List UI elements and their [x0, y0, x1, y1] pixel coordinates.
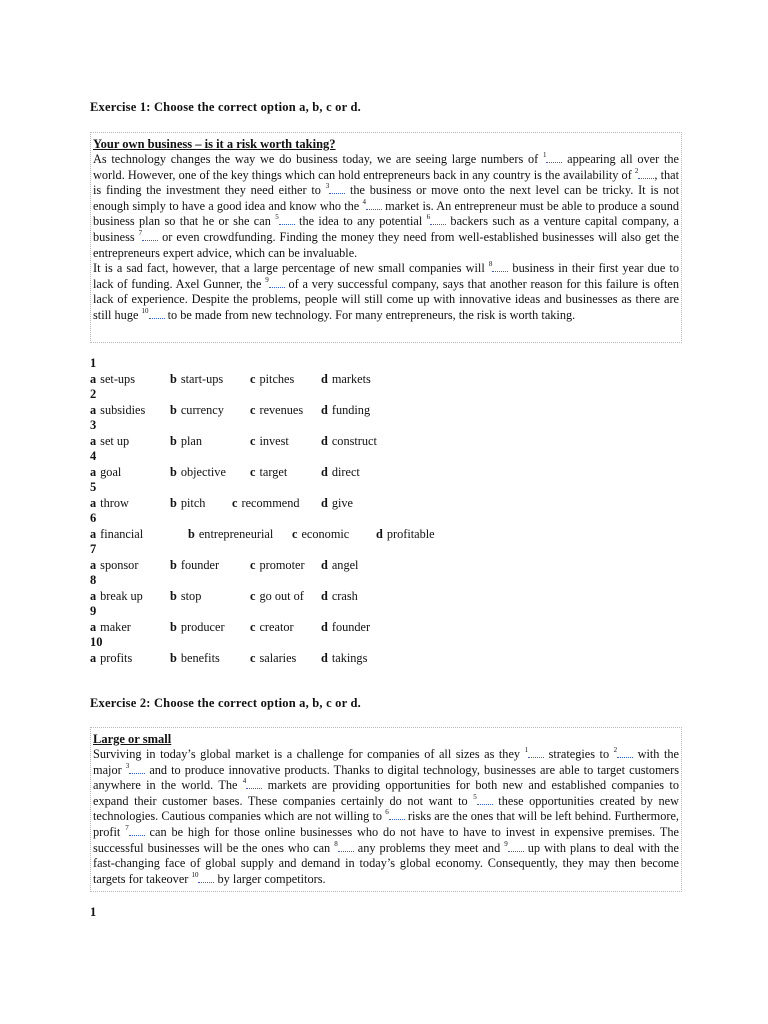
answer-gap[interactable] — [477, 794, 493, 805]
question-number: 5 — [90, 480, 97, 494]
option-c[interactable] — [232, 496, 300, 512]
option-c[interactable] — [250, 372, 294, 388]
gap-number: 3 — [125, 761, 130, 770]
option-text: plan — [180, 433, 203, 448]
option-text: salaries — [259, 650, 297, 665]
option-letter: b — [188, 526, 195, 541]
option-letter: d — [321, 433, 328, 448]
question-number: 7 — [90, 542, 97, 556]
option-a[interactable] — [90, 496, 129, 512]
answer-gap[interactable] — [528, 747, 544, 758]
option-b[interactable] — [170, 620, 225, 636]
question-number: 10 — [90, 635, 103, 649]
question-number: 3 — [90, 418, 97, 432]
answer-gap[interactable] — [389, 809, 405, 820]
option-text: set up — [100, 433, 130, 448]
option-text: set-ups — [100, 371, 135, 386]
option-d[interactable] — [321, 558, 358, 574]
answer-gap[interactable] — [508, 841, 524, 852]
option-b[interactable] — [170, 589, 201, 605]
option-c[interactable] — [250, 403, 303, 419]
exercise1-question-list — [90, 356, 684, 666]
option-b[interactable] — [170, 651, 220, 667]
option-letter: a — [90, 371, 97, 386]
exercise1-heading: Exercise 1: Choose the correct option a, b, c or d. — [90, 100, 361, 114]
option-d[interactable] — [376, 527, 435, 543]
passage-text: market is. An entrepreneur must be able to produce a sound business plan so that he or she can — [93, 198, 679, 229]
option-text: promoter — [259, 557, 305, 572]
question-number: 2 — [90, 387, 97, 401]
option-text: direct — [331, 464, 360, 479]
option-text: construct — [331, 433, 377, 448]
option-text: sponsor — [100, 557, 139, 572]
option-letter: a — [90, 650, 97, 665]
passage-text: to be made from new technology. For many entrepreneurs, the risk is worth taking. — [164, 307, 576, 322]
option-text: takings — [331, 650, 368, 665]
option-letter: d — [321, 464, 328, 479]
option-text: founder — [180, 557, 220, 572]
option-d[interactable] — [321, 434, 377, 450]
option-text: goal — [100, 464, 122, 479]
option-letter: d — [376, 526, 383, 541]
gap-number: 9 — [504, 839, 508, 848]
option-letter: d — [321, 557, 328, 572]
passage-text: risks are the ones that will be left behind. Furthermore, profit — [93, 809, 679, 839]
option-letter: d — [321, 402, 328, 417]
option-text: crash — [331, 588, 358, 603]
option-text: target — [259, 464, 288, 479]
option-text: stop — [180, 588, 202, 603]
option-d[interactable] — [321, 465, 360, 481]
option-text: subsidies — [100, 402, 146, 417]
option-text: revenues — [259, 402, 304, 417]
option-letter: b — [170, 650, 177, 665]
option-a[interactable] — [90, 465, 121, 481]
option-text: funding — [331, 402, 371, 417]
exercise2-paragraph — [91, 747, 681, 887]
gap-number: 8 — [334, 839, 338, 848]
passage-text: appearing all over the world. However, one of the key things which can hold entrepreneurs back in any country is the availability of — [93, 152, 679, 182]
option-letter: d — [321, 650, 328, 665]
option-letter: c — [250, 402, 256, 417]
option-text: producer — [180, 619, 225, 634]
gap-number: 1 — [524, 746, 529, 754]
option-d[interactable] — [321, 620, 370, 636]
option-letter: c — [250, 557, 256, 572]
option-d[interactable] — [321, 589, 358, 605]
option-b[interactable] — [170, 496, 205, 512]
option-text: pitch — [180, 495, 206, 510]
exercise1-paragraph-2 — [91, 261, 681, 323]
passage-text: and to produce innovative products. Thanks to digital technology, businesses are able to target customers anywhere in the world. The — [93, 762, 679, 793]
option-letter: c — [250, 588, 256, 603]
question-number: 8 — [90, 573, 97, 587]
answer-gap[interactable] — [546, 152, 562, 163]
gap-number: 9 — [265, 275, 269, 284]
option-letter: a — [90, 433, 97, 448]
question-number: 4 — [90, 449, 97, 463]
option-letter: a — [90, 619, 97, 634]
question-options-row — [90, 589, 684, 605]
answer-gap[interactable] — [142, 230, 158, 241]
gap-number: 7 — [138, 228, 143, 237]
option-letter: d — [321, 588, 328, 603]
answer-gap[interactable] — [279, 214, 295, 225]
option-text: economic — [301, 526, 350, 541]
exercise2-passage-title: Large or small — [93, 732, 172, 746]
option-text: markets — [331, 371, 371, 386]
option-c[interactable] — [250, 589, 304, 605]
option-d[interactable] — [321, 651, 367, 667]
question-options-row — [90, 465, 684, 481]
answer-gap[interactable] — [329, 183, 345, 194]
gap-number: 4 — [242, 777, 247, 786]
passage-text: backers such as a venture capital company, a business — [93, 214, 680, 244]
option-text: angel — [331, 557, 359, 572]
option-letter: b — [170, 495, 177, 510]
option-letter: c — [250, 433, 256, 448]
question-options-row — [90, 527, 684, 543]
option-letter: a — [90, 557, 97, 572]
option-b[interactable] — [170, 434, 202, 450]
passage-text: with the major — [93, 747, 679, 777]
option-letter: a — [90, 464, 97, 479]
answer-gap[interactable] — [617, 747, 633, 758]
option-a[interactable] — [90, 527, 143, 543]
option-letter: a — [90, 495, 97, 510]
answer-gap[interactable] — [430, 214, 446, 225]
option-letter: d — [321, 619, 328, 634]
option-text: objective — [180, 464, 226, 479]
option-a[interactable] — [90, 372, 135, 388]
passage-text: business in their first year due to lack of funding. Axel Gunner, the — [93, 261, 679, 291]
gap-number: 6 — [426, 213, 431, 222]
option-c[interactable] — [250, 651, 296, 667]
option-letter: b — [170, 588, 177, 603]
exercise2-question-number: 1 — [90, 905, 97, 919]
option-letter: b — [170, 402, 177, 417]
answer-gap[interactable] — [638, 168, 654, 179]
question-number: 6 — [90, 511, 97, 525]
gap-number: 7 — [125, 823, 129, 832]
question-options-row — [90, 372, 684, 388]
passage-text: these opportunities created by new technologies. Cautious companies which are not willing to — [93, 793, 679, 824]
passage-text: As technology changes the way we do business today, we are seeing large numbers of — [93, 152, 543, 166]
exercise1-passage-title: Your own business – is it a risk worth taking? — [93, 137, 336, 151]
passage-text: , that is finding the investment they need either to — [93, 167, 680, 198]
option-text: creator — [259, 619, 294, 634]
answer-gap[interactable] — [149, 308, 165, 319]
option-b[interactable] — [170, 403, 224, 419]
passage-text: up with plans to deal with the fast-changing face of global supply and demand in today’s global economy. Consequently, they may then become targets for takeover — [93, 840, 679, 886]
gap-number: 4 — [362, 197, 366, 206]
option-text: profitable — [386, 526, 435, 541]
option-c[interactable] — [250, 620, 294, 636]
question-options-row — [90, 558, 684, 574]
gap-number: 10 — [141, 306, 149, 315]
option-a[interactable] — [90, 589, 143, 605]
option-b[interactable] — [170, 372, 223, 388]
passage-text: strategies to — [544, 747, 614, 761]
question-options-row — [90, 651, 684, 667]
option-text: recommend — [241, 495, 300, 510]
option-letter: b — [170, 557, 177, 572]
option-text: founder — [331, 619, 371, 634]
answer-gap[interactable] — [338, 841, 354, 852]
option-letter: d — [321, 371, 328, 386]
passage-text: or even crowdfunding. Finding the money they need from well-established businesses will also get the entrepreneurs expert advice, which can be invaluable. — [93, 229, 679, 260]
answer-gap[interactable] — [129, 763, 145, 774]
gap-number: 3 — [325, 182, 330, 191]
option-letter: b — [170, 433, 177, 448]
option-b[interactable] — [170, 465, 226, 481]
passage-text: Surviving in today’s global market is a challenge for companies of all sizes as they — [93, 747, 525, 761]
option-d[interactable] — [321, 372, 371, 388]
passage-text: markets are providing opportunities for both new and established companies to expand their customer bases. These companies certainly do not want to — [93, 778, 679, 808]
passage-text: It is a sad fact, however, that a large percentage of new small companies will — [93, 261, 489, 276]
option-letter: c — [250, 619, 256, 634]
option-a[interactable] — [90, 651, 132, 667]
option-d[interactable] — [321, 403, 370, 419]
gap-number: 2 — [634, 166, 639, 175]
option-c[interactable] — [250, 465, 287, 481]
option-text: currency — [180, 402, 224, 417]
option-c[interactable] — [250, 558, 305, 574]
option-letter: a — [90, 588, 97, 603]
passage-text: the idea to any potential — [294, 214, 427, 229]
answer-gap[interactable] — [246, 778, 262, 789]
gap-number: 10 — [191, 870, 199, 879]
option-text: throw — [100, 495, 129, 510]
gap-number: 8 — [488, 260, 493, 269]
answer-gap[interactable] — [129, 825, 145, 836]
question-options-row — [90, 496, 684, 512]
option-d[interactable] — [321, 496, 353, 512]
option-letter: a — [90, 526, 97, 541]
gap-number: 5 — [275, 213, 279, 222]
passage-text: any problems they meet and — [353, 840, 505, 855]
option-text: benefits — [180, 650, 220, 665]
option-text: break up — [100, 588, 143, 603]
exercise2-passage-box — [90, 727, 682, 892]
passage-text: by larger competitors. — [214, 871, 326, 886]
option-c[interactable] — [292, 527, 349, 543]
passage-text: of a very successful company, says that another reason for this failure is often lack of experience. Despite the problems, people will still come up with innovative ideas and businesses as there are still huge — [93, 276, 679, 322]
option-text: profits — [100, 650, 133, 665]
option-letter: b — [170, 371, 177, 386]
option-letter: c — [250, 650, 256, 665]
exercise2-heading: Exercise 2: Choose the correct option a, b, c or d. — [90, 696, 361, 710]
option-letter: b — [170, 619, 177, 634]
answer-gap[interactable] — [198, 872, 214, 883]
option-b[interactable] — [170, 558, 219, 574]
option-text: financial — [100, 526, 144, 541]
answer-gap[interactable] — [269, 277, 285, 288]
option-text: give — [331, 495, 354, 510]
option-text: start-ups — [180, 371, 224, 386]
option-letter: c — [250, 464, 256, 479]
passage-text: can be high for those online businesses who do not have to have to invest in expensive premises. The successful businesses will be the ones who can — [93, 824, 679, 855]
option-text: go out of — [259, 588, 304, 603]
option-a[interactable] — [90, 403, 145, 419]
option-letter: c — [232, 495, 238, 510]
question-options-row — [90, 434, 684, 450]
answer-gap[interactable] — [492, 261, 508, 272]
option-c[interactable] — [250, 434, 289, 450]
option-text: invest — [259, 433, 289, 448]
question-number: 1 — [90, 356, 97, 370]
exercise1-passage-box — [90, 132, 682, 343]
question-number: 9 — [90, 604, 97, 618]
option-text: maker — [100, 619, 131, 634]
option-letter: c — [250, 371, 256, 386]
option-text: entrepreneurial — [198, 526, 274, 541]
option-letter: b — [170, 464, 177, 479]
passage-text: the business or move onto the next level can be tricky. It is not enough simply to have a good idea and know who the — [93, 183, 680, 213]
option-a[interactable] — [90, 558, 138, 574]
option-b[interactable] — [188, 527, 273, 543]
option-text: pitches — [259, 371, 295, 386]
answer-gap[interactable] — [366, 199, 382, 210]
exercise1-paragraph-1 — [91, 152, 681, 261]
gap-number: 2 — [613, 746, 618, 754]
gap-number: 5 — [473, 792, 477, 801]
gap-number: 1 — [542, 151, 547, 159]
gap-number: 6 — [385, 808, 389, 817]
option-a[interactable] — [90, 620, 131, 636]
option-letter: d — [321, 495, 328, 510]
question-options-row — [90, 403, 684, 419]
option-letter: a — [90, 402, 97, 417]
option-a[interactable] — [90, 434, 129, 450]
question-options-row — [90, 620, 684, 636]
option-letter: c — [292, 526, 298, 541]
